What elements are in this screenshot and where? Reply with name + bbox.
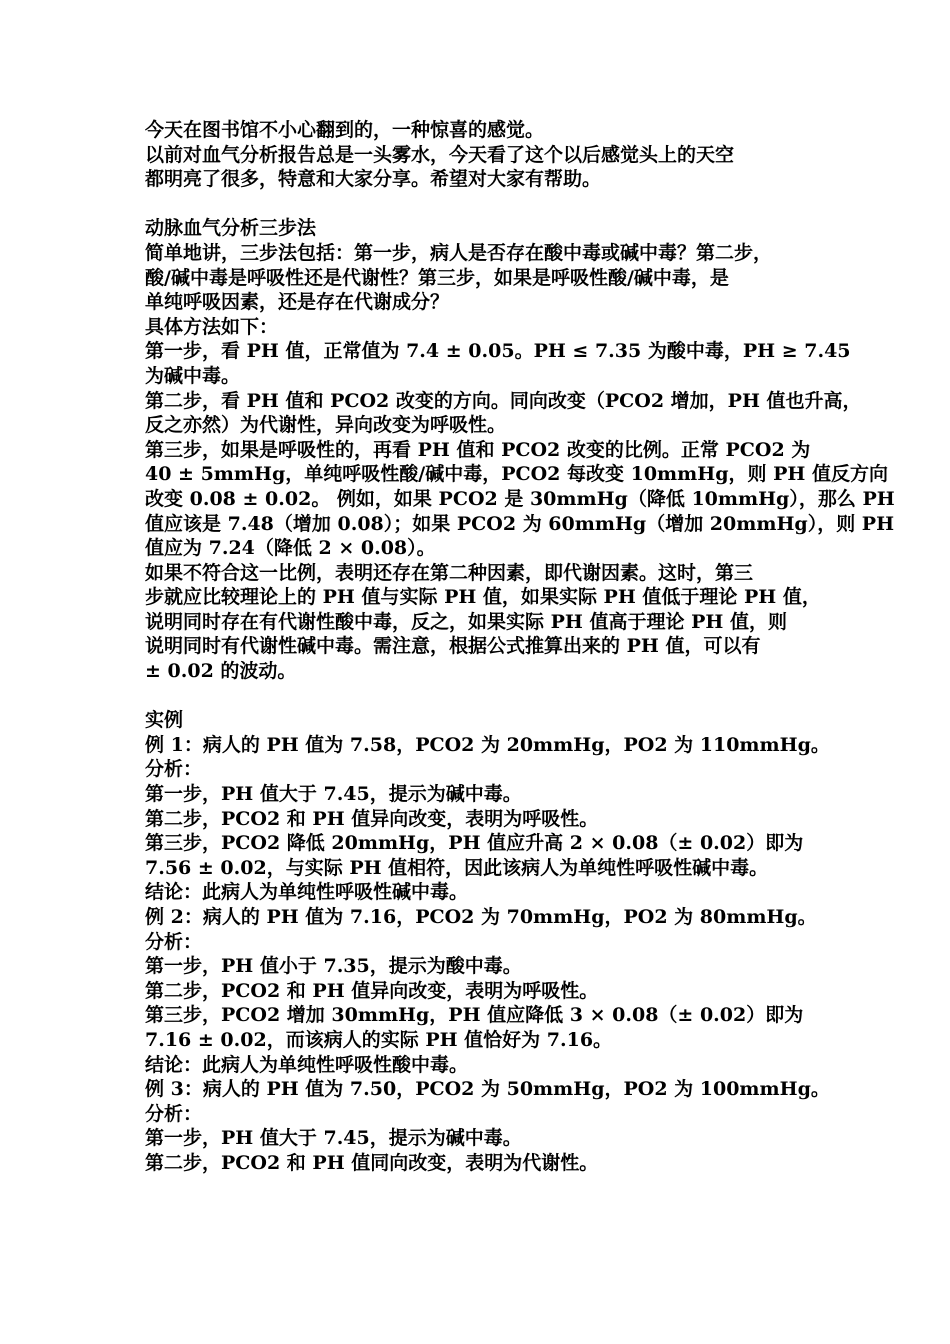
blank-line (145, 684, 817, 709)
step-three-line: 改变 0.08 ± 0.02。 例如，如果 PCO2 是 30mmHg（降低 10mmHg），那么 PH (145, 487, 895, 510)
summary-line: 酸/碱中毒是呼吸性还是代谢性？第三步，如果是呼吸性酸/碱中毒，是 (145, 266, 729, 289)
intro-line: 今天在图书馆不小心翻到的，一种惊喜的感觉。 (145, 119, 545, 141)
extra-line: 步就应比较理论上的 PH 值与实际 PH 值，如果实际 PH 值低于理论 PH 值， (145, 586, 821, 609)
step-two (145, 389, 862, 438)
step-three-line: 40 ± 5mmHg，单纯呼吸性酸/碱中毒，PCO2 每改变 10mmHg，则 PH 值反方向 (145, 463, 888, 486)
example-two-line: 分析： (145, 930, 203, 953)
example-two-line: 第二步，PCO2 和 PH 值异向改变，表明为呼吸性。 (145, 979, 599, 1002)
step-one-line: 为碱中毒。 (145, 364, 241, 387)
summary-line: 单纯呼吸因素，还是存在代谢成分？ (145, 291, 450, 314)
example-one-line: 第二步，PCO2 和 PH 值异向改变，表明为呼吸性。 (145, 807, 599, 830)
example-three-line: 第一步，PH 值大于 7.45，提示为碱中毒。 (145, 1127, 522, 1150)
example-three-line: 例 3：病人的 PH 值为 7.50，PCO2 为 50mmHg，PO2 为 100mmHg。 (145, 1078, 830, 1101)
extra-line: 说明同时存在有代谢性酸中毒，反之，如果实际 PH 值高于理论 PH 值，则 (145, 610, 787, 633)
intro-line: 以前对血气分析报告总是一头雾水，今天看了这个以后感觉头上的天空 (145, 143, 735, 166)
example-one-line: 第三步，PCO2 降低 20mmHg，PH 值应升高 2 × 0.08（± 0.02）即为 (145, 832, 804, 855)
step-three-line: 第三步，如果是呼吸性的，再看 PH 值和 PCO2 改变的比例。正常 PCO2 为 (145, 438, 811, 461)
method-title: 动脉血气分析三步法 (145, 217, 317, 240)
method-summary (145, 241, 817, 315)
example-one-line: 分析： (145, 758, 203, 781)
example-two-line: 第一步，PH 值小于 7.35，提示为酸中毒。 (145, 955, 522, 978)
example-three-line: 第二步，PCO2 和 PH 值同向改变，表明为代谢性。 (145, 1151, 599, 1174)
step-three-line: 值应为 7.24（降低 2 × 0.08）。 (145, 537, 436, 560)
extra-line: ± 0.02 的波动。 (145, 660, 297, 683)
example-three-line: 分析： (145, 1102, 203, 1125)
example-one-line: 例 1：病人的 PH 值为 7.58，PCO2 为 20mmHg，PO2 为 110mmHg。 (145, 733, 830, 756)
extra-line: 如果不符合这一比例，表明还存在第二种因素，即代谢因素。这时，第三 (145, 561, 754, 584)
detail-heading: 具体方法如下： (145, 315, 279, 338)
blank-line (145, 192, 817, 217)
example-two-line: 第三步，PCO2 增加 30mmHg，PH 值应降低 3 × 0.08（± 0.02）即为 (145, 1004, 804, 1027)
extra-line: 说明同时有代谢性碱中毒。需注意，根据公式推算出来的 PH 值，可以有 (145, 635, 761, 658)
example-two-line: 7.16 ± 0.02，而该病人的实际 PH 值恰好为 7.16。 (145, 1028, 613, 1051)
extra-explanation (145, 561, 821, 684)
intro-paragraph (145, 118, 817, 192)
example-one-line: 第一步，PH 值大于 7.45，提示为碱中毒。 (145, 783, 522, 806)
step-two-line: 第二步，看 PH 值和 PCO2 改变的方向。同向改变（PCO2 增加，PH 值也升高， (145, 389, 862, 412)
examples-heading: 实例 (145, 709, 184, 732)
example-one (145, 733, 830, 905)
step-three (145, 438, 895, 561)
example-one-line: 结论：此病人为单纯性呼吸性碱中毒。 (145, 881, 469, 904)
example-two-line: 例 2：病人的 PH 值为 7.16，PCO2 为 70mmHg，PO2 为 80mmHg。 (145, 906, 817, 928)
intro-line: 都明亮了很多，特意和大家分享。希望对大家有帮助。 (145, 168, 602, 191)
example-three (145, 1077, 830, 1175)
step-three-line: 值应该是 7.48（增加 0.08）；如果 PCO2 为 60mmHg（增加 20mmHg），则 PH (145, 512, 895, 535)
example-one-line: 7.56 ± 0.02，与实际 PH 值相符，因此该病人为单纯性呼吸性碱中毒。 (145, 856, 769, 879)
step-one-line: 第一步，看 PH 值，正常值为 7.4 ± 0.05。PH ≤ 7.35 为酸中毒，PH ≥ 7.45 (145, 340, 851, 363)
document-body (145, 118, 895, 1176)
step-two-line: 反之亦然）为代谢性，异向改变为呼吸性。 (145, 414, 507, 437)
step-one (145, 339, 851, 388)
summary-line: 简单地讲，三步法包括：第一步，病人是否存在酸中毒或碱中毒？第二步， (145, 241, 773, 264)
example-two (145, 905, 817, 1077)
example-two-line: 结论：此病人为单纯性呼吸性酸中毒。 (145, 1053, 469, 1076)
